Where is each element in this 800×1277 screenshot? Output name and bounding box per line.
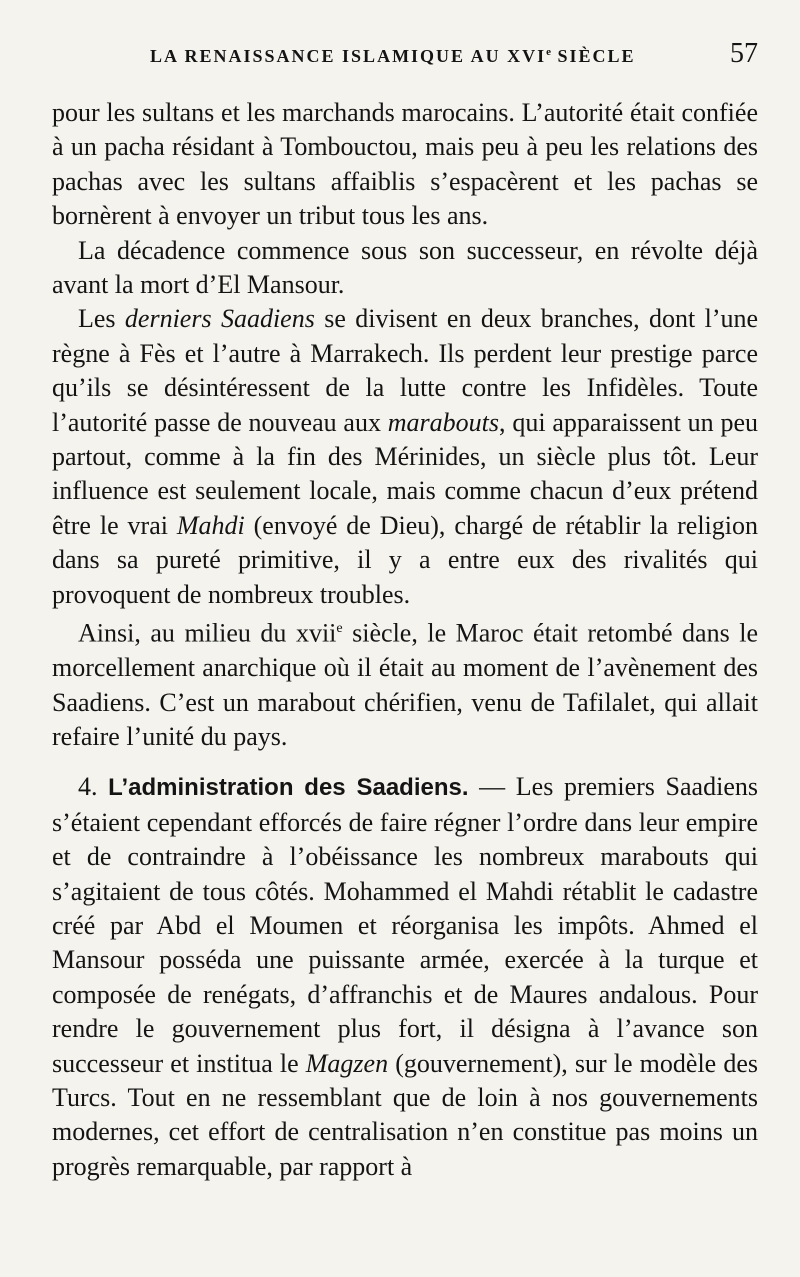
italic-magzen: Magzen bbox=[305, 1048, 389, 1078]
section-title: L’administration des Saadiens. bbox=[108, 774, 469, 802]
paragraph-1: pour les sultans et les marchands marocains. L’autorité était confiée à un pacha résidant à Tombouctou, mais peu à peu les relations des pachas avec les sultans affaiblis s’espacèrent et les pachas se bornèrent à envoyer un tribut tous les ans. bbox=[52, 98, 758, 231]
paragraph-4-text-a: Ainsi, au milieu du xvii bbox=[78, 618, 337, 648]
italic-mahdi: Mahdi bbox=[176, 510, 245, 540]
running-title-main: LA RENAISSANCE ISLAMIQUE AU XVI bbox=[150, 46, 547, 66]
section-4-paragraph bbox=[52, 770, 758, 1184]
paragraph-2: La décadence commence sous son successeur, en révolte déjà avant la mort d’El Mansour. bbox=[52, 235, 758, 300]
section-text-a: — Les premiers Saadiens s’étaient cependant efforcés de faire régner l’ordre dans leur empire et de contraindre à l’obéissance les nombreux marabouts qui s’agitaient de tous côtés. Mohammed el Mahdi rétablit le cadastre créé par Abd el Moumen et réorganisa les impôts. Ahmed el Mansour posséda une puissante armée, exercée à la turque et composée de renégats, d’affranchis et de Maures andalous. Pour rendre le gouvernement plus fort, il désigna à l’avance son successeur et institua le bbox=[52, 772, 758, 1078]
body-text bbox=[52, 96, 758, 1184]
page-number: 57 bbox=[730, 38, 758, 69]
section-text-b: (gouvernement), sur le modèle des Turcs. Tout en ne ressemblant que de loin à nos gouvernements modernes, cet effort de centralisation n’en constitue pas moins un progrès remarquable, par rapport à bbox=[52, 1048, 758, 1181]
italic-derniers-saadiens: derniers Saadiens bbox=[124, 304, 315, 334]
running-title-superscript: e bbox=[546, 46, 551, 58]
paragraph-4 bbox=[52, 612, 758, 754]
italic-marabouts: marabouts bbox=[387, 407, 500, 437]
paragraph-4-superscript: e bbox=[336, 621, 343, 637]
paragraph-3-text-a: Les bbox=[78, 304, 125, 334]
running-title bbox=[150, 46, 636, 67]
running-title-tail: SIÈCLE bbox=[550, 46, 636, 66]
paragraph-4-text-b: siècle, le Maroc était retombé dans le morcellement anarchique où il était au moment de l’avènement des Saadiens. C’est un marabout chérifien, venu de Tafilalet, qui allait refaire l’unité du pays. bbox=[52, 618, 758, 751]
paragraph-3-text-b: se divisent en deux branches, dont l’une règne à Fès et l’autre à Marrakech. Ils perdent leur prestige parce qu’ils se désintéressent de la lutte contre les Infidèles. Toute l’autorité passe de nouveau aux bbox=[52, 304, 759, 437]
running-header bbox=[50, 38, 770, 78]
paragraph-3-text-d: (envoyé de Dieu), chargé de rétablir la religion dans sa pureté primitive, il y a entre eux des rivalités qui provoquent de nombreux troubles. bbox=[52, 510, 758, 609]
paragraph-3-text-c: , qui apparaissent un peu partout, comme à la fin des Mérinides, un siècle plus tôt. Leur influence est seulement locale, mais comme chacun d’eux prétend être le vrai bbox=[52, 407, 758, 540]
section-number: 4. bbox=[78, 772, 109, 802]
paragraph-3 bbox=[52, 302, 758, 612]
